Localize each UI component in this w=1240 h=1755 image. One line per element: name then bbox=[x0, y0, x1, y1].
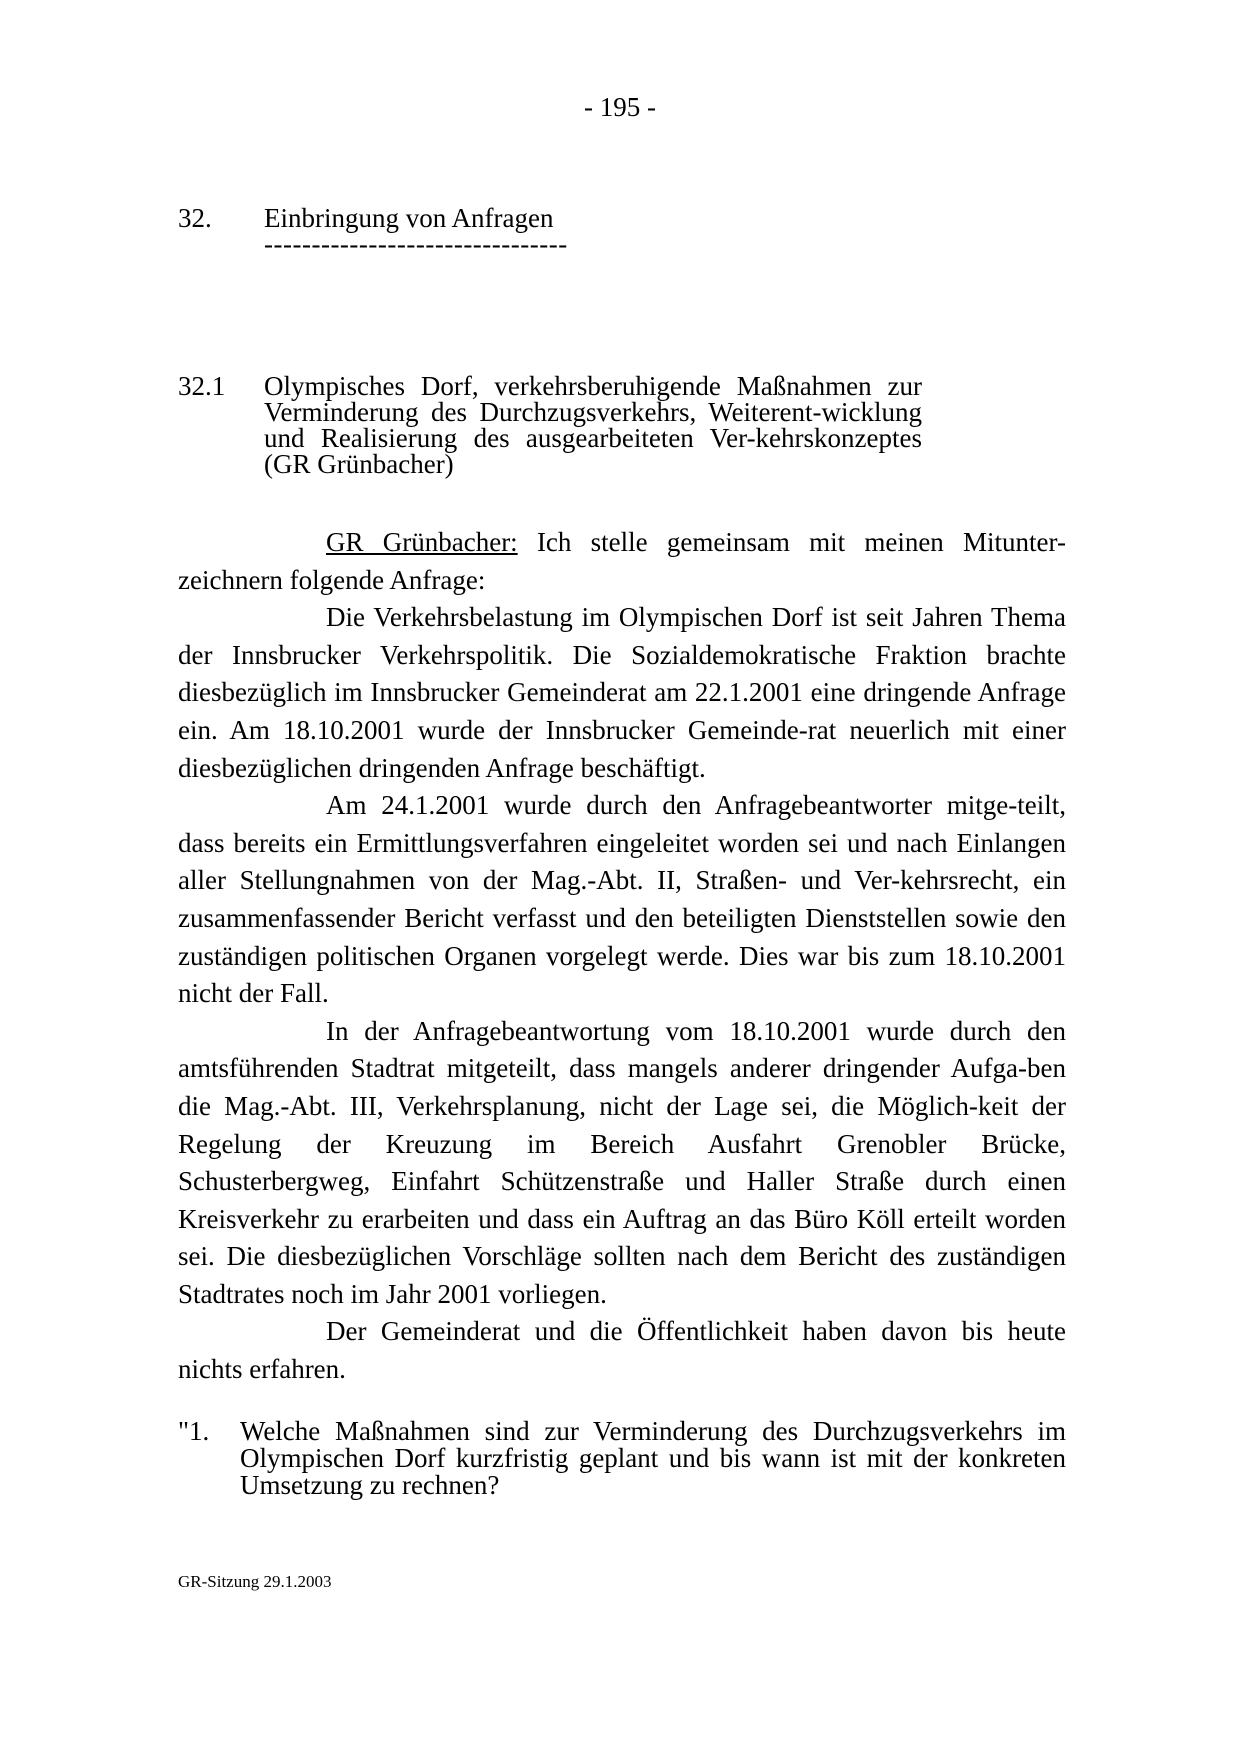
speaker-name: GR Grünbacher: bbox=[326, 527, 518, 557]
subsection-heading bbox=[178, 373, 922, 477]
paragraph: Am 24.1.2001 wurde durch den Anfragebeantworter mitge-teilt, dass bereits ein Ermittlungsverfahren eingeleitet worden sei und nach Einlangen aller Stellungnahmen von der Mag.-Abt. II, Straßen- und Ver-kehrsrecht, ein zusammenfassender Bericht verfasst und den beteiligten Dienststellen sowie den zuständigen politischen Organen vorgelegt werde. Dies war bis zum 18.10.2001 nicht der Fall. bbox=[178, 790, 1066, 1009]
paragraph: In der Anfragebeantwortung vom 18.10.2001 wurde durch den amtsführenden Stadtrat mitgeteilt, dass mangels anderer dringender Aufga-ben die Mag.-Abt. III, Verkehrsplanung, nicht der Lage sei, die Möglich-keit der Regelung der Kreuzung im Bereich Ausfahrt Grenobler Brücke, Schusterbergweg, Einfahrt Schützenstraße und Haller Straße durch einen Kreisverkehr zu erarbeiten und dass ein Auftrag an das Büro Köll erteilt worden sei. Die diesbezüglichen Vorschläge sollten nach dem Bericht des zuständigen Stadtrates noch im Jahr 2001 vorliegen. bbox=[178, 1015, 1066, 1309]
subsection-number: 32.1 bbox=[178, 371, 226, 401]
subsection-title: Olympisches Dorf, verkehrsberuhigende Maßnahmen zur Verminderung des Durchzugsverkehrs, Weiterent-wicklung und Realisierung des ausgearbeiteten Ver-kehrskonzeptes (GR Grünbacher) bbox=[264, 371, 922, 479]
body-text bbox=[178, 524, 1066, 1389]
section-number: 32. bbox=[178, 203, 212, 233]
paragraph: Der Gemeinderat und die Öffentlichkeit haben davon bis heute nichts erfahren. bbox=[178, 1316, 1066, 1385]
paragraph-text: Ich stelle gemeinsam mit meinen Mitunter-zeichnern folgende Anfrage: bbox=[178, 527, 1066, 595]
question-item bbox=[178, 1418, 1066, 1499]
question-number: "1. bbox=[178, 1416, 210, 1446]
section-underline-rule: -------------------------------- bbox=[264, 229, 568, 259]
section-title: Einbringung von Anfragen bbox=[264, 203, 554, 233]
page-footer: GR-Sitzung 29.1.2003 bbox=[178, 1572, 332, 1591]
paragraph: Die Verkehrsbelastung im Olympischen Dorf ist seit Jahren Thema der Innsbrucker Verkehrspolitik. Die Sozialdemokratische Fraktion brachte diesbezüglich im Innsbrucker Gemeinderat am 22.1.2001 eine dringende Anfrage ein. Am 18.10.2001 wurde der Innsbrucker Gemeinde-rat neuerlich mit einer diesbezüglichen dringenden Anfrage beschäftigt. bbox=[178, 602, 1066, 783]
paragraph-intro bbox=[178, 524, 1066, 599]
page-number: - 195 - bbox=[584, 92, 656, 122]
question-text: Welche Maßnahmen sind zur Verminderung des Durchzugsverkehrs im Olympischen Dorf kurzfristig geplant und bis wann ist mit der konkreten Umsetzung zu rechnen? bbox=[240, 1416, 1066, 1500]
